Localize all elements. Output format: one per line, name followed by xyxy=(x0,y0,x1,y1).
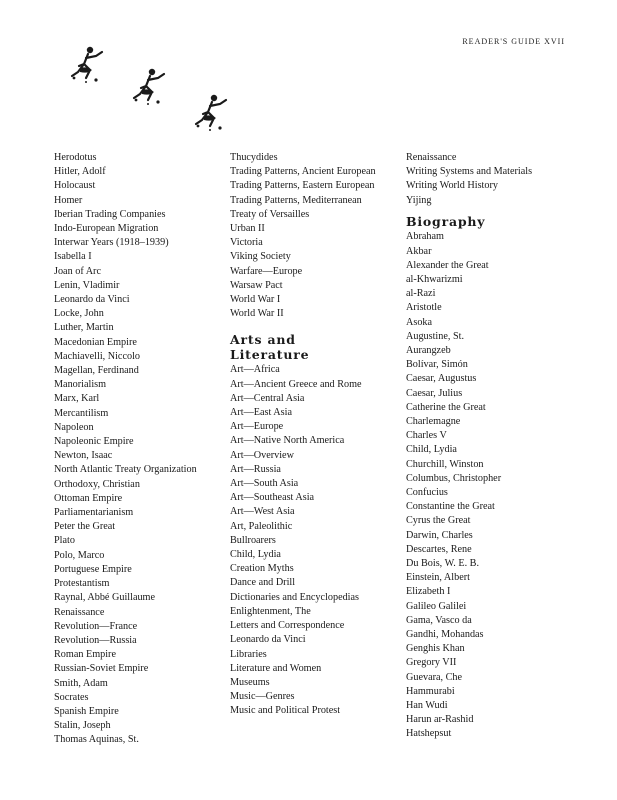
entry-list xyxy=(230,151,402,321)
list-item: Writing Systems and Materials xyxy=(406,166,533,178)
list-item: Newton, Isaac xyxy=(54,450,113,462)
section-heading-biography: Biography xyxy=(406,213,486,229)
list-item: Art—Africa xyxy=(230,364,280,376)
list-item: Locke, John xyxy=(54,308,104,320)
list-item: Revolution—France xyxy=(54,620,138,632)
list-item: Hammurabi xyxy=(406,685,455,697)
entry-list xyxy=(54,151,224,748)
list-item: Art, Paleolithic xyxy=(230,520,293,532)
list-item: Art—East Asia xyxy=(230,407,292,419)
list-item: Art—Southeast Asia xyxy=(230,492,315,504)
entry-list xyxy=(230,363,402,718)
list-item: Constantine the Great xyxy=(406,501,495,513)
list-item: Elizabeth I xyxy=(406,586,451,598)
index-column-2 xyxy=(230,151,402,719)
list-item: Art—Native North America xyxy=(230,435,345,447)
list-item: Leonardo da Vinci xyxy=(230,634,306,646)
list-item: Hitler, Adolf xyxy=(54,166,106,178)
list-item: Dance and Drill xyxy=(230,577,296,589)
list-item: Thucydides xyxy=(230,152,278,163)
list-item: Art—South Asia xyxy=(230,478,299,490)
list-item: Aurangzeb xyxy=(406,344,451,356)
list-item: Warfare—Europe xyxy=(230,265,303,277)
entry-list xyxy=(406,230,586,741)
list-item: Revolution—Russia xyxy=(54,634,137,646)
list-item: Descartes, Rene xyxy=(406,543,472,555)
list-item: Thomas Aquinas, St. xyxy=(54,734,139,746)
list-item: World War II xyxy=(230,308,284,320)
list-item: Urban II xyxy=(230,223,265,235)
list-item: Gandhi, Mohandas xyxy=(406,629,484,640)
list-item: Harun ar-Rashid xyxy=(406,714,474,726)
list-item: Gregory VII xyxy=(406,657,457,669)
list-item: Darwin, Charles xyxy=(406,529,473,541)
list-item: Stalin, Joseph xyxy=(54,720,111,732)
list-item: Mercantilism xyxy=(54,407,109,419)
list-item: Confucius xyxy=(406,486,448,498)
list-item: Writing World History xyxy=(406,180,498,192)
list-item: Genghis Khan xyxy=(406,643,465,655)
entry-list xyxy=(406,151,586,208)
list-item: Marx, Karl xyxy=(54,393,100,405)
list-item: Columbus, Christopher xyxy=(406,472,502,484)
list-item: Napoleon xyxy=(54,421,94,433)
list-item: Iberian Trading Companies xyxy=(54,208,166,220)
list-item: Music and Political Protest xyxy=(230,705,341,717)
dancing-figure-icon xyxy=(128,66,170,108)
list-item: Peter the Great xyxy=(54,521,116,533)
list-item: Yijing xyxy=(406,194,432,206)
list-item: World War I xyxy=(230,294,281,306)
list-item: Portuguese Empire xyxy=(54,563,132,575)
list-item: Caesar, Augustus xyxy=(406,373,477,385)
list-item: Ottoman Empire xyxy=(54,492,123,504)
list-item: Charlemagne xyxy=(406,415,461,427)
list-item: Napoleonic Empire xyxy=(54,436,134,448)
list-item: Trading Patterns, Ancient European xyxy=(230,166,376,178)
list-item: Joan of Arc xyxy=(54,265,101,277)
list-item: Leonardo da Vinci xyxy=(54,294,130,306)
list-item: Roman Empire xyxy=(54,649,116,661)
list-item: Art—Central Asia xyxy=(230,392,305,404)
list-item: Art—Europe xyxy=(230,421,284,433)
list-item: Enlightenment, The xyxy=(230,605,311,617)
list-item: Caesar, Julius xyxy=(406,387,463,399)
list-item: Alexander the Great xyxy=(406,259,489,271)
list-item: Aristotle xyxy=(406,302,442,314)
list-item: Han Wudi xyxy=(406,700,448,712)
list-item: Bolívar, Simón xyxy=(406,359,468,371)
list-item: Du Bois, W. E. B. xyxy=(406,557,480,569)
section-heading-line: Arts and xyxy=(230,332,296,348)
dancing-figure-icon xyxy=(190,92,232,134)
list-item: Polo, Marco xyxy=(54,549,105,561)
list-item: Letters and Correspondence xyxy=(230,620,345,632)
list-item: Gama, Vasco da xyxy=(406,614,472,626)
list-item: Asoka xyxy=(406,316,433,328)
list-item: Spanish Empire xyxy=(54,705,119,717)
section-heading-arts xyxy=(230,333,402,362)
list-item: Herodotus xyxy=(54,152,97,163)
list-item: Abraham xyxy=(406,231,444,243)
list-item: Cyrus the Great xyxy=(406,515,471,527)
list-item: Child, Lydia xyxy=(230,549,281,561)
list-item: Homer xyxy=(54,194,83,206)
list-item: Dictionaries and Encyclopedias xyxy=(230,591,359,603)
list-item: Hatshepsut xyxy=(406,728,452,740)
list-item: Einstein, Albert xyxy=(406,572,470,584)
list-item: Smith, Adam xyxy=(54,677,108,689)
list-item: Victoria xyxy=(230,237,263,249)
list-item: Literature and Women xyxy=(230,662,322,674)
list-item: North Atlantic Treaty Organization xyxy=(54,464,197,476)
list-item: Creation Myths xyxy=(230,563,294,575)
list-item: Manorialism xyxy=(54,379,107,391)
list-item: Machiavelli, Niccolo xyxy=(54,350,140,362)
section-heading-line: Literature xyxy=(230,346,310,362)
list-item: Indo-European Migration xyxy=(54,223,159,235)
list-item: Warsaw Pact xyxy=(230,279,283,291)
dancing-figure-icon xyxy=(66,44,108,86)
list-item: Charles V xyxy=(406,430,447,442)
list-item: Art—West Asia xyxy=(230,506,295,518)
list-item: Renaissance xyxy=(406,152,457,163)
list-item: Libraries xyxy=(230,648,267,660)
list-item: Treaty of Versailles xyxy=(230,208,310,220)
list-item: Orthodoxy, Christian xyxy=(54,478,140,490)
list-item: Parliamentarianism xyxy=(54,507,134,519)
list-item: Galileo Galilei xyxy=(406,600,467,612)
list-item: Russian-Soviet Empire xyxy=(54,663,149,675)
list-item: Protestantism xyxy=(54,578,110,590)
list-item: Akbar xyxy=(406,245,432,257)
list-item: Renaissance xyxy=(54,606,105,618)
running-head: READER'S GUIDE XVII xyxy=(462,37,565,46)
list-item: Catherine the Great xyxy=(406,401,486,413)
list-item: Socrates xyxy=(54,691,89,703)
list-item: Music—Genres xyxy=(230,691,295,703)
list-item: al-Razi xyxy=(406,288,436,300)
list-item: Viking Society xyxy=(230,251,291,263)
index-column-3 xyxy=(406,151,586,742)
list-item: Lenin, Vladimir xyxy=(54,279,120,291)
list-item: Bullroarers xyxy=(230,534,276,546)
list-item: Magellan, Ferdinand xyxy=(54,365,139,377)
list-item: Child, Lydia xyxy=(406,444,457,456)
list-item: Augustine, St. xyxy=(406,330,465,342)
index-column-1 xyxy=(54,151,224,748)
list-item: Interwar Years (1918–1939) xyxy=(54,237,169,249)
list-item: Raynal, Abbé Guillaume xyxy=(54,592,156,604)
list-item: Art—Ancient Greece and Rome xyxy=(230,378,362,390)
list-item: Trading Patterns, Eastern European xyxy=(230,180,375,192)
list-item: Trading Patterns, Mediterranean xyxy=(230,194,362,206)
list-item: Macedonian Empire xyxy=(54,336,137,348)
list-item: Luther, Martin xyxy=(54,322,114,334)
list-item: Holocaust xyxy=(54,180,96,192)
list-item: Guevara, Che xyxy=(406,671,463,683)
list-item: Museums xyxy=(230,676,270,688)
list-item: Plato xyxy=(54,535,75,547)
list-item: Churchill, Winston xyxy=(406,458,484,470)
list-item: Art—Russia xyxy=(230,463,281,475)
list-item: al-Khwarizmi xyxy=(406,273,463,285)
list-item: Isabella I xyxy=(54,251,92,263)
list-item: Art—Overview xyxy=(230,449,294,461)
